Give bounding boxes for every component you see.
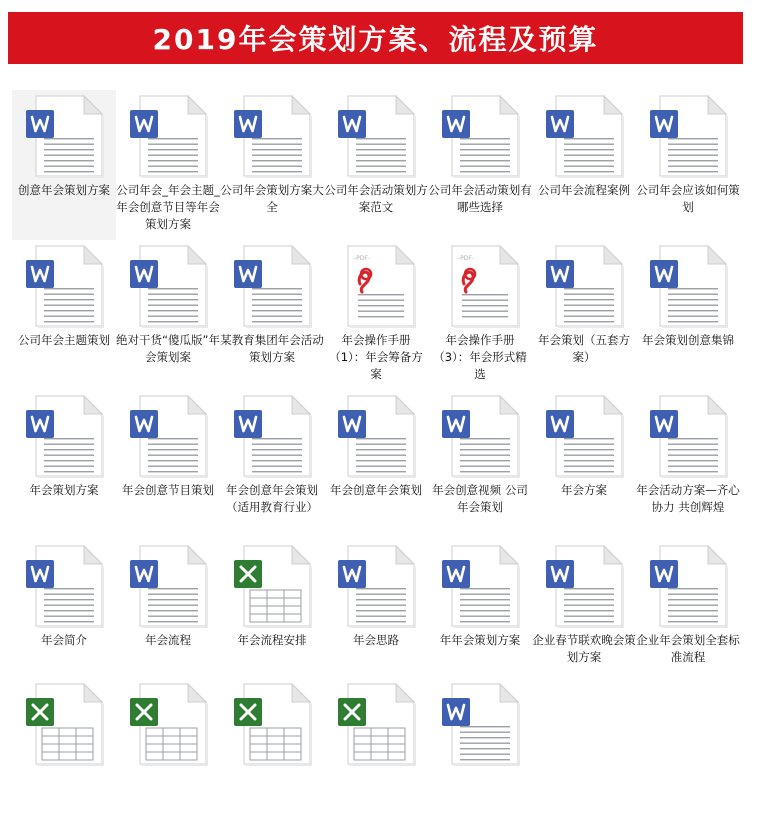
file-item[interactable] (12, 540, 116, 690)
excel-doc-icon (338, 682, 420, 766)
file-item[interactable] (636, 540, 740, 690)
word-doc-icon (442, 94, 524, 178)
file-label: 企业年会策划全套标准流程 (636, 633, 740, 664)
word-doc-icon (650, 244, 732, 328)
file-item[interactable] (116, 90, 220, 240)
file-item[interactable] (636, 240, 740, 390)
file-label: 年会操作手册（1）：年会筹备方案 (329, 333, 423, 381)
file-label: 年会操作手册（3）：年会形式精选 (433, 333, 527, 381)
file-label: 绝对干货“傻瓜版”年会策划案 (116, 333, 220, 364)
file-item[interactable] (116, 240, 220, 390)
file-label: 年会流程 (145, 633, 191, 647)
file-item[interactable] (532, 390, 636, 540)
file-label: 公司年会主题策划 (18, 333, 110, 347)
word-doc-icon (338, 94, 420, 178)
file-label: 年会思路 (353, 633, 399, 647)
file-item[interactable] (220, 540, 324, 690)
file-label: 年会策划方案 (29, 483, 99, 497)
word-doc-icon (650, 94, 732, 178)
file-label: 年会策划创意集锦 (642, 333, 734, 347)
file-label: 年年会策划方案 (439, 633, 521, 647)
word-doc-icon (26, 394, 108, 478)
file-label: 公司年会应该如何策划 (636, 183, 740, 214)
pdf-doc-icon (442, 244, 524, 328)
word-doc-icon (650, 544, 732, 628)
file-item[interactable] (220, 90, 324, 240)
svg-text:-PDF-: -PDF- (354, 255, 371, 262)
file-item[interactable] (116, 678, 220, 828)
file-label: 公司年会流程案例 (538, 183, 630, 197)
word-doc-icon (26, 544, 108, 628)
file-label: 公司年会策划方案大全 (220, 183, 324, 214)
file-item[interactable] (12, 390, 116, 540)
file-item[interactable] (532, 90, 636, 240)
excel-doc-icon (234, 682, 316, 766)
word-doc-icon (546, 94, 628, 178)
file-label: 年会活动方案—齐心协力 共创辉煌 (636, 483, 740, 514)
file-item[interactable] (428, 240, 532, 390)
word-doc-icon (130, 544, 212, 628)
word-doc-icon (234, 244, 316, 328)
file-label: 某教育集团年会活动策划方案 (220, 333, 324, 364)
file-label: 公司年会活动策划方案范文 (324, 183, 428, 214)
file-item[interactable] (220, 240, 324, 390)
file-item[interactable] (116, 540, 220, 690)
file-item[interactable] (12, 240, 116, 390)
word-doc-icon (338, 544, 420, 628)
file-label: 年会流程安排 (237, 633, 307, 647)
file-label: 创意年会策划方案 (18, 183, 110, 197)
page-title: 2019年会策划方案、流程及预算 (152, 23, 599, 56)
excel-doc-icon (26, 682, 108, 766)
file-label: 公司年会_年会主题_年会创意节目等年会策划方案 (116, 183, 220, 231)
excel-doc-icon (130, 682, 212, 766)
file-item[interactable] (428, 90, 532, 240)
file-item[interactable] (428, 390, 532, 540)
file-item[interactable] (324, 678, 428, 828)
word-doc-icon (442, 544, 524, 628)
file-item[interactable] (220, 678, 324, 828)
file-item[interactable] (116, 390, 220, 540)
file-item[interactable] (428, 540, 532, 690)
word-doc-icon (546, 394, 628, 478)
word-doc-icon (130, 244, 212, 328)
file-label: 企业春节联欢晚会策划方案 (532, 633, 636, 664)
word-doc-icon (234, 394, 316, 478)
file-item[interactable] (428, 678, 532, 828)
word-doc-icon (442, 394, 524, 478)
file-label: 公司年会活动策划有哪些选择 (428, 183, 532, 214)
file-label: 年会创意年会策划（适用教育行业） (226, 483, 318, 514)
word-doc-icon (546, 244, 628, 328)
word-doc-icon (130, 94, 212, 178)
word-doc-icon (546, 544, 628, 628)
file-label: 年会创意年会策划 (330, 483, 422, 497)
word-doc-icon (442, 682, 524, 766)
file-item[interactable] (324, 90, 428, 240)
svg-text:-PDF-: -PDF- (458, 255, 475, 262)
file-label: 年会方案 (561, 483, 607, 497)
file-item[interactable] (12, 90, 116, 240)
file-label: 年会策划（五套方案） (538, 333, 630, 364)
file-label: 年会简介 (41, 633, 87, 647)
file-label: 年会创意视频 公司年会策划 (432, 483, 528, 514)
word-doc-icon (338, 394, 420, 478)
file-item[interactable] (220, 390, 324, 540)
word-doc-icon (26, 94, 108, 178)
excel-doc-icon (234, 544, 316, 628)
pdf-doc-icon (338, 244, 420, 328)
word-doc-icon (234, 94, 316, 178)
file-item[interactable] (324, 240, 428, 390)
word-doc-icon (130, 394, 212, 478)
word-doc-icon (650, 394, 732, 478)
file-item[interactable] (532, 540, 636, 690)
word-doc-icon (26, 244, 108, 328)
file-item[interactable] (636, 390, 740, 540)
file-item[interactable] (324, 390, 428, 540)
file-item[interactable] (12, 678, 116, 828)
file-item[interactable] (532, 240, 636, 390)
file-item[interactable] (324, 540, 428, 690)
file-item[interactable] (636, 90, 740, 240)
file-label: 年会创意节目策划 (122, 483, 214, 497)
